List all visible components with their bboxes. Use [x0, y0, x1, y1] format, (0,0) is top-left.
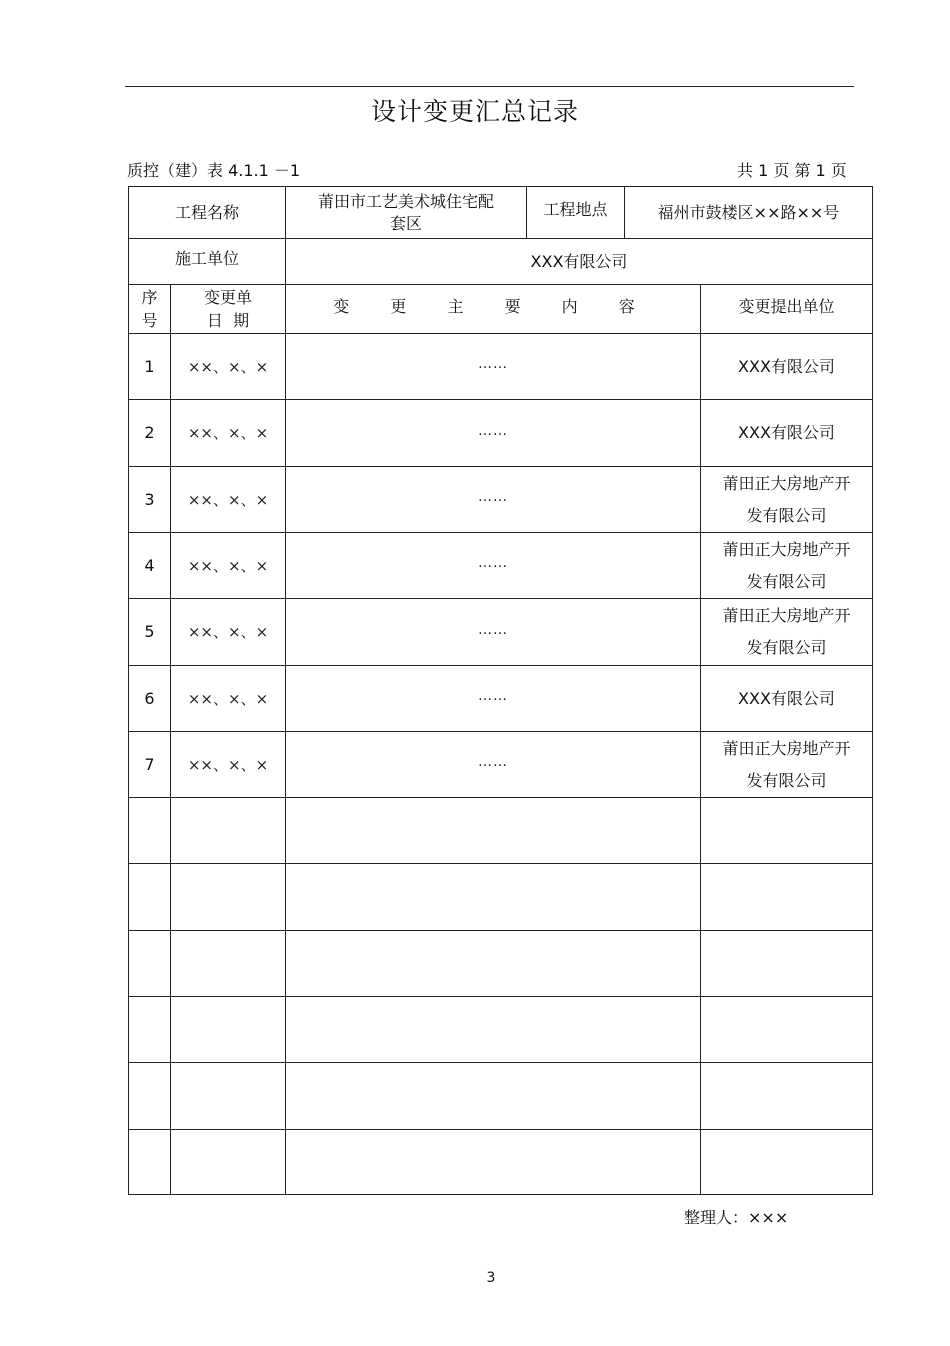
row-date: ××、×、×: [187, 556, 269, 575]
row-proposer-line: XXX有限公司: [738, 423, 835, 442]
page-count: 共 1 页 第 1 页: [737, 161, 847, 180]
col-header-content: [286, 285, 700, 329]
empty-cell: [701, 798, 872, 863]
empty-cell: [286, 798, 700, 863]
row-proposer-line: 发有限公司: [746, 770, 827, 790]
empty-cell: [171, 1130, 285, 1195]
row-content: ……: [478, 621, 508, 638]
row-proposer-line: 莆田正大房地产开: [722, 606, 851, 625]
col-header-date-line: 日 期: [206, 311, 250, 330]
table-border-bottom: [128, 1194, 873, 1195]
row-proposer-cell: [701, 467, 872, 532]
col-header-date-line: 变更单: [203, 288, 252, 307]
empty-cell: [286, 997, 700, 1062]
col-header-seq: [129, 285, 170, 333]
row-date: ××、×、×: [187, 689, 269, 708]
empty-cell: [286, 1130, 700, 1195]
project-name-line: 套区: [389, 213, 422, 233]
compiler-signature: 整理人：×××: [684, 1208, 789, 1227]
col-header-seq-line: 号: [141, 311, 158, 330]
project-location-value: 福州市鼓楼区××路××号: [657, 202, 840, 222]
row-proposer-cell: [701, 400, 872, 466]
empty-cell: [171, 798, 285, 863]
row-seq: 2: [144, 423, 155, 442]
row-seq: 3: [144, 489, 155, 509]
empty-cell: [171, 864, 285, 930]
row-proposer-cell: [701, 599, 872, 665]
empty-cell: [286, 1063, 700, 1129]
empty-cell: [171, 1063, 285, 1129]
empty-cell: [171, 931, 285, 996]
row-content: ……: [478, 688, 508, 704]
row-seq: 4: [144, 555, 155, 575]
top-rule: [125, 86, 854, 87]
empty-cell: [701, 1130, 872, 1195]
row-date: ××、×、×: [187, 424, 269, 442]
row-content: ……: [478, 489, 508, 505]
empty-cell: [286, 931, 700, 996]
col-header-proposer: 变更提出单位: [738, 297, 835, 316]
row-seq: 5: [144, 622, 155, 641]
row-proposer-line: 发有限公司: [746, 638, 827, 657]
row-proposer-line: XXX有限公司: [738, 356, 835, 376]
row-content: ……: [478, 356, 508, 372]
row-proposer-cell: [701, 732, 872, 797]
document-title: 设计变更汇总记录: [370, 97, 579, 126]
empty-cell: [129, 1063, 170, 1129]
col-header-date: [171, 285, 285, 333]
col-header-seq-line: 序: [141, 288, 158, 307]
table-border-right: [872, 186, 873, 1194]
project-name-line: 莆田市工艺美术城住宅配: [317, 191, 494, 211]
empty-cell: [129, 931, 170, 996]
row-proposer-line: 莆田正大房地产开: [722, 539, 851, 559]
project-name-label: 工程名称: [174, 202, 239, 222]
contractor-value: XXX有限公司: [530, 251, 628, 271]
row-proposer-cell: [701, 666, 872, 731]
empty-cell: [701, 997, 872, 1062]
empty-cell: [701, 931, 872, 996]
row-proposer-line: XXX有限公司: [738, 688, 835, 708]
row-date: ××、×、×: [187, 755, 269, 774]
row-proposer-line: 发有限公司: [746, 505, 827, 525]
row-proposer-line: 莆田正大房地产开: [722, 473, 851, 493]
contractor-label: 施工单位: [174, 249, 239, 268]
col-header-content-text: 变 更 主 要 内 容: [333, 297, 653, 316]
empty-cell: [701, 1063, 872, 1129]
row-seq: 1: [144, 356, 155, 376]
page-number: 3: [486, 1270, 496, 1286]
empty-cell: [129, 864, 170, 930]
project-location-label: 工程地点: [543, 200, 608, 219]
empty-cell: [129, 1130, 170, 1195]
project-name-value: [286, 187, 526, 238]
form-code: 质控（建）表 4.1.1 －1: [127, 161, 301, 180]
row-content: ……: [478, 555, 508, 571]
row-content: ……: [478, 754, 508, 770]
empty-cell: [129, 997, 170, 1062]
row-seq: 7: [144, 754, 155, 774]
empty-cell: [286, 864, 700, 930]
row-date: ××、×、×: [187, 490, 269, 509]
row-proposer-line: 发有限公司: [746, 571, 827, 591]
row-date: ××、×、×: [187, 623, 269, 641]
row-proposer-line: 莆田正大房地产开: [722, 738, 851, 758]
row-date: ××、×、×: [187, 357, 269, 376]
row-seq: 6: [144, 688, 155, 708]
empty-cell: [171, 997, 285, 1062]
empty-cell: [701, 864, 872, 930]
row-content: ……: [478, 422, 508, 439]
row-proposer-cell: [701, 334, 872, 399]
row-proposer-cell: [701, 533, 872, 598]
empty-cell: [129, 798, 170, 863]
